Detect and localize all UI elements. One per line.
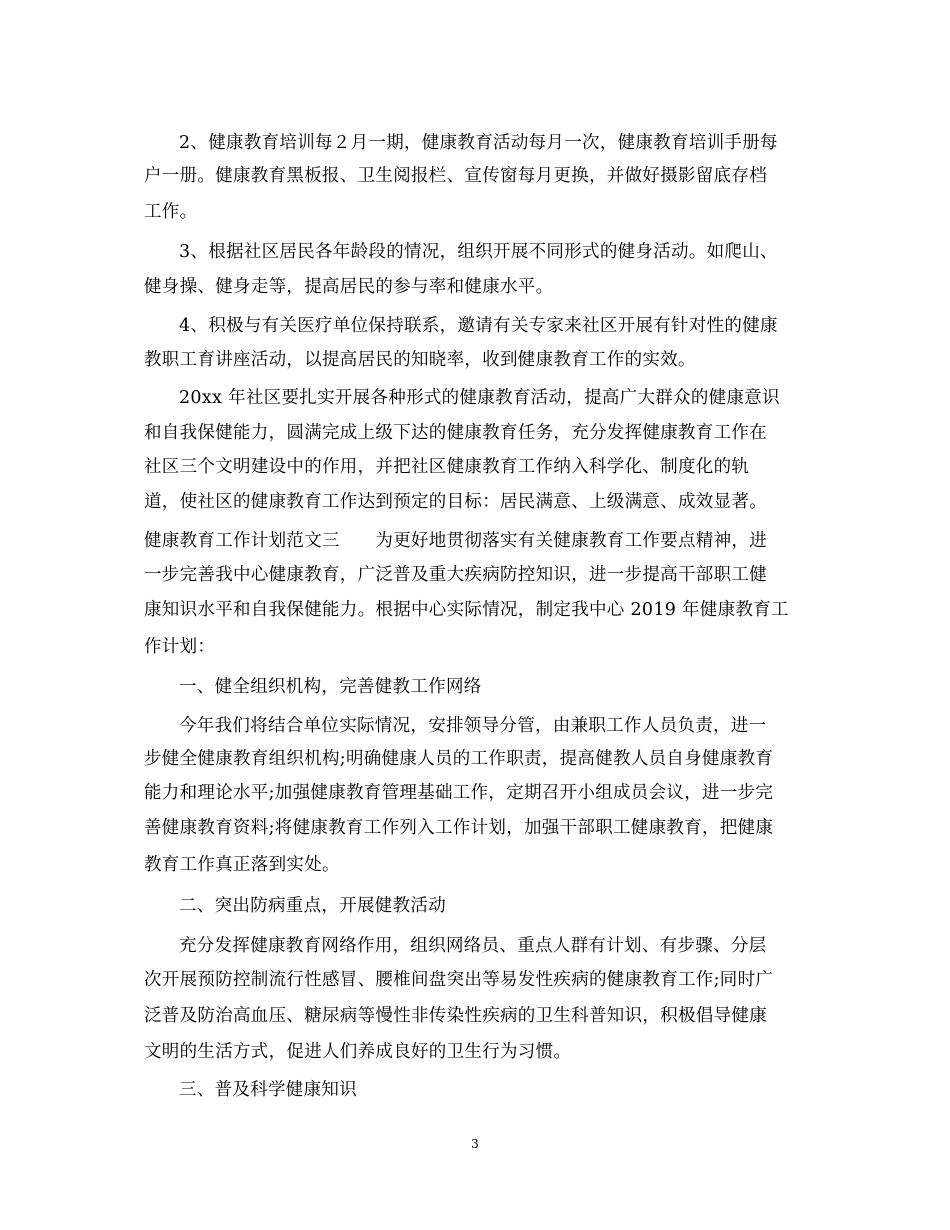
- paragraph-line: 能力和理论水平;加强健康教育管理基础工作，定期召开小组成员会议，进一步完: [144, 783, 774, 803]
- paragraph-line: 教育工作真正落到实处。: [144, 855, 340, 875]
- paragraph-line: 今年我们将结合单位实际情况，安排领导分管，由兼职工作人员负责，进一: [179, 716, 767, 736]
- paragraph-line: 善健康教育资料;将健康教育工作列入工作计划，加强干部职工健康教育，把健康: [144, 818, 774, 838]
- paragraph-line: 3、根据社区居民各年龄段的情况，组织开展不同形式的健身活动。如爬山、: [179, 242, 778, 262]
- paragraph-line: 社区三个文明建设中的作用，并把社区健康教育工作纳入科学化、制度化的轨: [144, 457, 750, 477]
- paragraph-line: 20xx 年社区要扎实开展各种形式的健康教育活动，提高广大群众的健康意识: [179, 388, 780, 408]
- page-number: 3: [471, 1137, 479, 1151]
- paragraph-line: 文明的生活方式，促进人们养成良好的卫生行为习惯。: [144, 1042, 572, 1062]
- paragraph-line: 户一册。健康教育黑板报、卫生阅报栏、宣传窗每月更换，并做好摄影留底存档: [144, 166, 767, 186]
- paragraph-line: 和自我保健能力，圆满完成上级下达的健康教育任务，充分发挥健康教育工作在: [144, 423, 767, 443]
- paragraph-line: 健身操、健身走等，提高居民的参与率和健康水平。: [144, 277, 554, 297]
- paragraph-line: 泛普及防治高血压、糖尿病等慢性非传染性疾病的卫生科普知识，积极倡导健康: [144, 1006, 767, 1026]
- section-heading: 三、普及科学健康知识: [179, 1080, 357, 1100]
- paragraph-line: 道，使社区的健康教育工作达到预定的目标：居民满意、上级满意、成效显著。: [144, 492, 767, 512]
- paragraph-line: 一步完善我中心健康教育，广泛普及重大疾病防控知识，进一步提高干部职工健: [144, 565, 767, 585]
- section-heading: 一、健全组织机构，完善健教工作网络: [179, 677, 482, 697]
- paragraph-line: 充分发挥健康教育网络作用，组织网络员、重点人群有计划、有步骤、分层: [179, 936, 767, 956]
- paragraph-line: 康知识水平和自我保健能力。根据中心实际情况，制定我中心 2019 年健康教育工: [144, 600, 789, 620]
- paragraph-line: 4、积极与有关医疗单位保持联系，邀请有关专家来社区开展有针对性的健康: [179, 316, 778, 336]
- section-heading: 二、突出防病重点，开展健教活动: [179, 896, 446, 916]
- paragraph-line: 次开展预防控制流行性感冒、腰椎间盘突出等易发性疾病的健康教育工作;同时广: [144, 970, 774, 990]
- paragraph-line: 步健全健康教育组织机构;明确健康人员的工作职责，提高健教人员自身健康教育: [144, 749, 774, 769]
- paragraph-line: 工作。: [144, 202, 198, 222]
- paragraph-line: 作计划：: [144, 637, 216, 657]
- paragraph-line: 健康教育工作计划范文三 为更好地贯彻落实有关健康教育工作要点精神，进: [144, 531, 767, 551]
- paragraph-line: 2、健康教育培训每２月一期，健康教育活动每月一次，健康教育培训手册每: [179, 133, 778, 153]
- paragraph-line: 教职工育讲座活动，以提高居民的知晓率，收到健康教育工作的实效。: [144, 350, 696, 370]
